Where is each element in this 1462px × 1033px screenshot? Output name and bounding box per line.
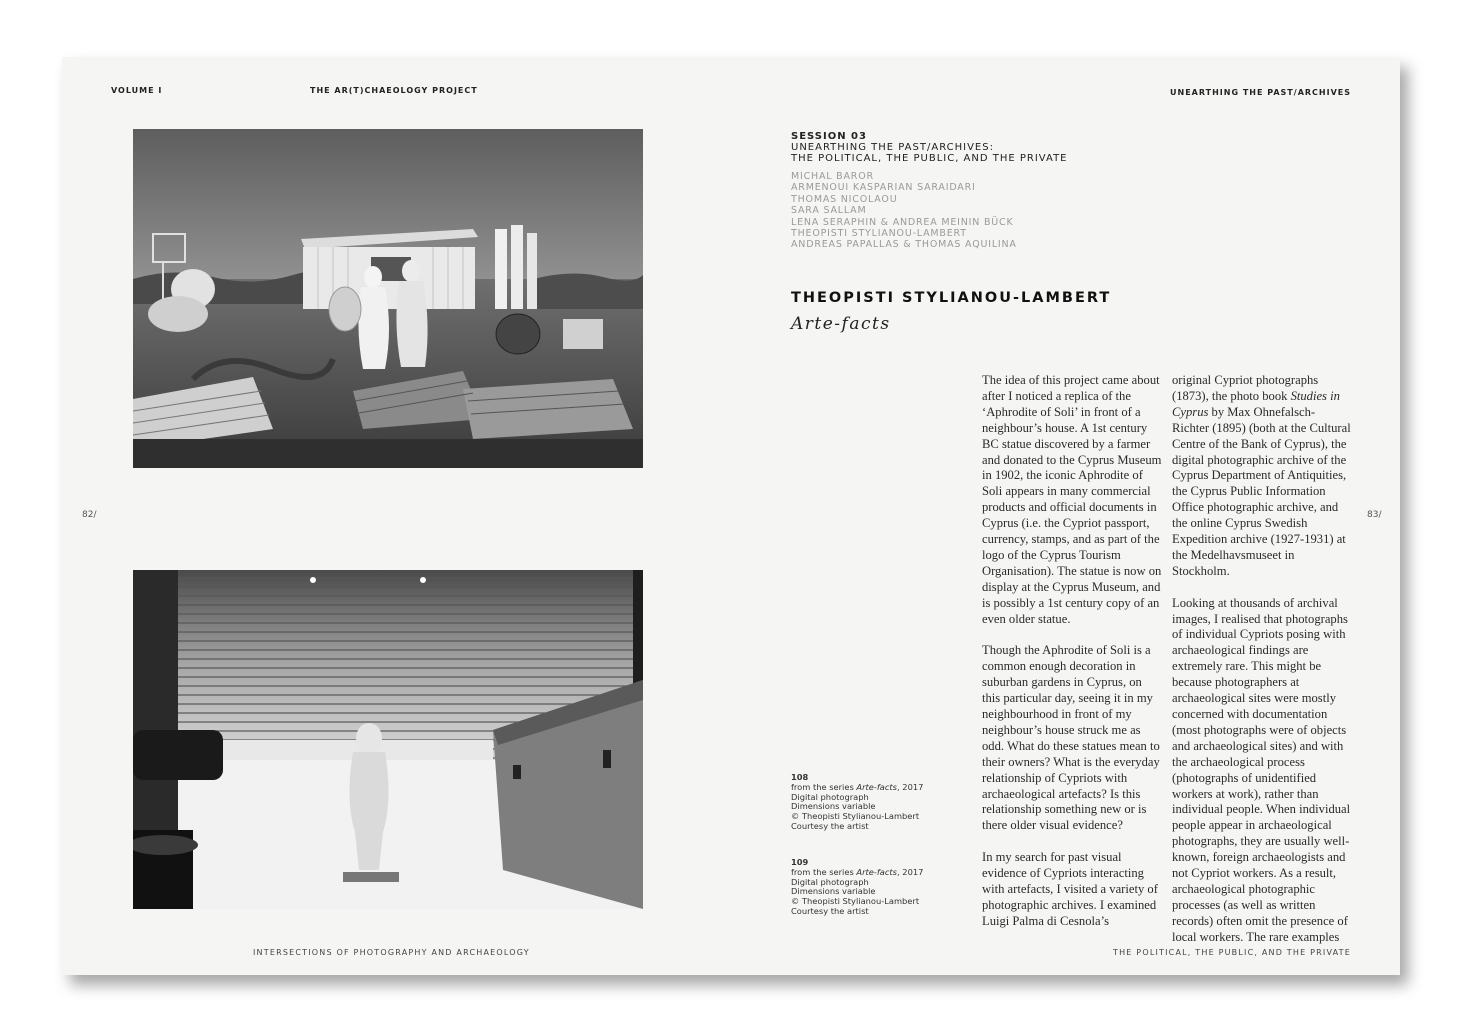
artist-name: THEOPISTI STYLIANOU-LAMBERT: [791, 290, 1112, 306]
caption-dimensions: Dimensions variable: [791, 886, 876, 897]
caption-number: 109: [791, 857, 809, 867]
contributor: ARMENOUI KASPARIAN SARAIDARI: [791, 182, 976, 194]
running-head-section: UNEARTHING THE PAST/ARCHIVES: [1170, 88, 1351, 97]
body-paragraph: The idea of this project came about after I noticed a replica of the ‘Aphrodite of Soli’ in front of a neighbour’s house. A 1st century BC statue discovered by a farmer and donated to the Cyprus Museum in 1902, the iconic Aphrodite of Soli appears in many commercial products and official documents in Cyprus (i.e. the Cypriot passport, currency, stamps, and as part of the logo of the Cyprus Tourism Organisation). The statue is now on display at the Cyprus Museum, and is possibly a 1st century copy of an even older statue.: [982, 373, 1162, 626]
session-title-line2: THE POLITICAL, THE PUBLIC, AND THE PRIVATE: [791, 153, 1068, 164]
contributor: SARA SALLAM: [791, 205, 867, 217]
page-number-left: 82/: [82, 510, 97, 520]
caption-108: 108 from the series Arte-facts, 2017 Digital photograph Dimensions variable © Theopisti Stylianou-Lambert Courtesy the artist: [791, 773, 941, 832]
contributor: MICHAL BAROR: [791, 171, 874, 182]
photo-109: [133, 570, 643, 909]
caption-copyright: © Theopisti Stylianou-Lambert: [791, 896, 920, 907]
contributor: ANDREAS PAPALLAS & THOMAS AQUILINA: [791, 239, 1017, 251]
contributors-list: [791, 171, 1017, 251]
contributor: THOMAS NICOLAOU: [791, 193, 898, 205]
footer-right: THE POLITICAL, THE PUBLIC, AND THE PRIVATE: [1113, 948, 1351, 957]
session-block: [791, 131, 1068, 164]
book-title-italic: Studies in Cyprus: [1172, 388, 1340, 419]
caption-dimensions: Dimensions variable: [791, 801, 876, 812]
body-paragraph: In my search for past visual evidence of Cypriots interacting with artefacts, I visited a variety of photographic archives. I examined Luigi Palma di Cesnola’s: [982, 850, 1158, 928]
page-number-right: 83/: [1367, 510, 1382, 520]
work-title: Arte-facts: [791, 314, 891, 334]
body-column-1: [982, 373, 1162, 946]
session-label: SESSION 03: [791, 131, 867, 142]
session-title-line1: UNEARTHING THE PAST/ARCHIVES:: [791, 142, 994, 153]
body-column-2: [1172, 373, 1352, 962]
caption-109: 109 from the series Arte-facts, 2017 Digital photograph Dimensions variable © Theopisti Stylianou-Lambert Courtesy the artist: [791, 858, 941, 917]
body-paragraph: Though the Aphrodite of Soli is a common enough decoration in suburban gardens in Cyprus, on this particular day, seeing it in my neighbourhood in front of my neighbour’s house struck me as odd. What do these statues mean to their owners? What is the everyday relationship of Cypriots with archaeological artefacts? Is this relationship something new or is there older visual evidence?: [982, 643, 1160, 833]
body-paragraph: Looking at thousands of archival images, I realised that photographs of individual Cypriots posing with archaeological findings are extremely rare. This might be because photographers at archaeological sites were mostly concerned with documentation (most photographs were of objects and archaeological sites) and with the archaeological process (photographs of unidentified workers at work), rather than individual people. When individual people appear in archaeological photographs, they are usually well-known, foreign archaeologists and not Cypriot workers. As a result, archaeological photographic processes (as well as written records) often omit the presence of local workers. The rare examples: [1172, 595, 1351, 944]
contributor: THEOPISTI STYLIANOU-LAMBERT: [791, 228, 967, 240]
footer-left: INTERSECTIONS OF PHOTOGRAPHY AND ARCHAEOLOGY: [253, 948, 530, 957]
running-head-volume: VOLUME I: [111, 86, 163, 95]
contributor: LENA SERAPHIN & ANDREA MEININ BÜCK: [791, 216, 1014, 228]
caption-credit: Courtesy the artist: [791, 820, 869, 831]
caption-credit: Courtesy the artist: [791, 905, 869, 916]
caption-copyright: © Theopisti Stylianou-Lambert: [791, 811, 920, 822]
caption-medium: Digital photograph: [791, 876, 869, 887]
running-head-book-title: THE AR(T)CHAEOLOGY PROJECT: [310, 86, 478, 95]
caption-medium: Digital photograph: [791, 791, 869, 802]
photo-108: [133, 129, 643, 468]
body-paragraph: original Cypriot photographs (1873), the photo book Studies in Cyprus by Max Ohnefalsch-Richter (1895) (both at the Cultural Centre of the Bank of Cyprus), the digital photographic archive of the Cyprus Department of Antiquities, the Cyprus Public Information Office photographic archive, and the online Cyprus Swedish Expedition archive (1927-1931) at the Medelhavsmuseet in Stockholm.: [1172, 373, 1351, 578]
caption-number: 108: [791, 772, 809, 782]
